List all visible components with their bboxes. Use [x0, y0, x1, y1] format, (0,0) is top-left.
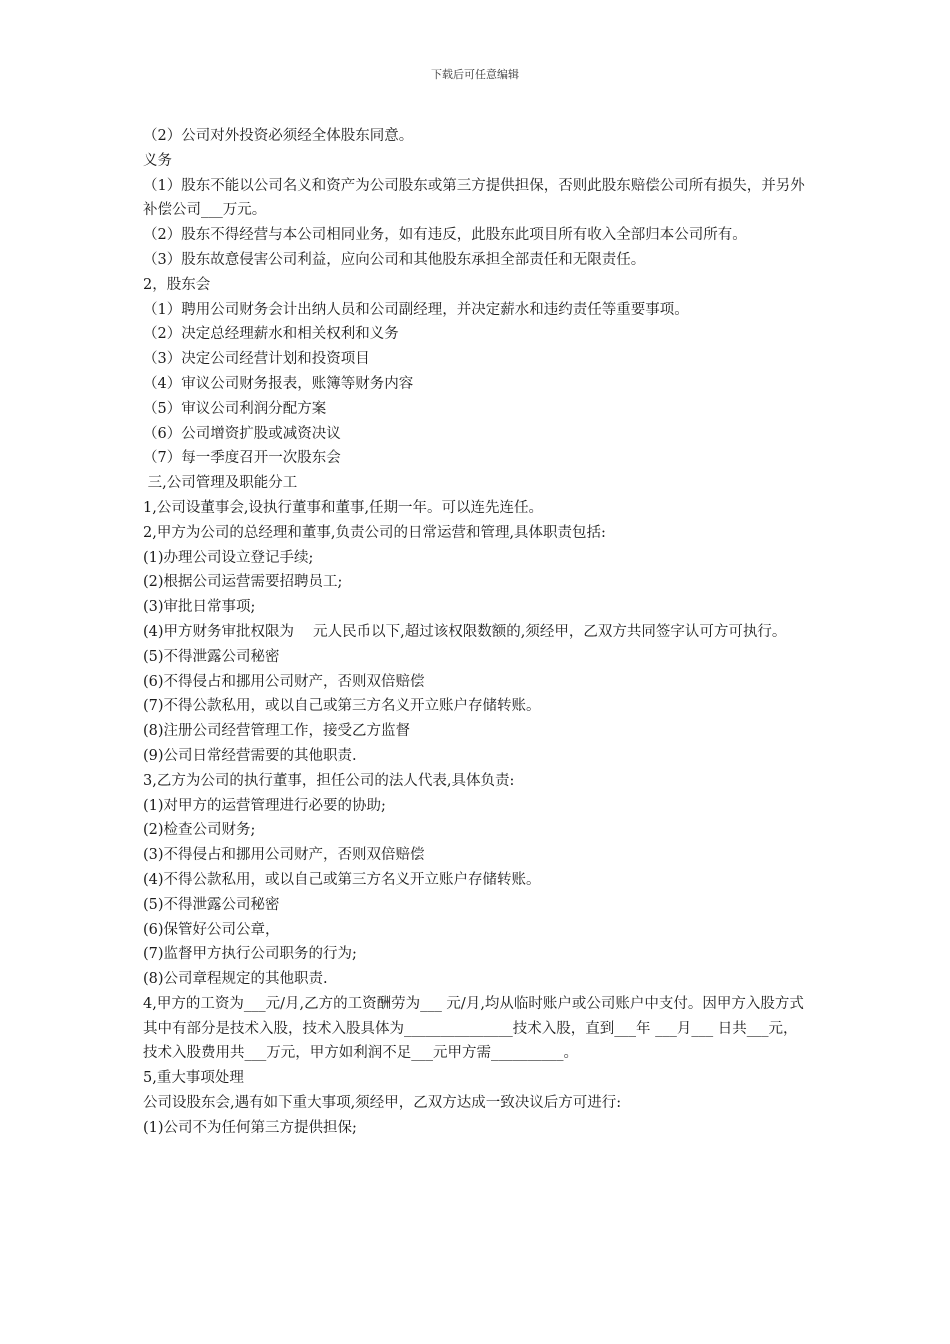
paragraph: 3,乙方为公司的执行董事，担任公司的法人代表,具体负责: [143, 772, 515, 789]
list-item: （4）审议公司财务报表，账簿等财务内容 [143, 375, 414, 392]
list-item: (8)公司章程规定的其他职责. [143, 971, 328, 988]
paragraph: （2）公司对外投资必须经全体股东同意。 [143, 128, 414, 144]
list-item: （6）公司增资扩股或减资决议 [143, 425, 341, 442]
document-body [143, 124, 811, 1141]
list-item: （3）决定公司经营计划和投资项目 [143, 351, 370, 368]
list-item: (4)甲方财务审批权限为 元人民币以下,超过该权限数额的,须经甲，乙双方共同签字认可方可执行。 [143, 623, 787, 640]
section-heading: 三,公司管理及职能分工 [143, 475, 298, 492]
list-item: （1）聘用公司财务会计出纳人员和公司副经理，并决定薪水和违约责任等重要事项。 [143, 301, 689, 318]
list-item: (5)不得泄露公司秘密 [143, 648, 280, 665]
list-item: (2)检查公司财务; [143, 822, 256, 839]
list-item: (7)监督甲方执行公司职务的行为; [143, 946, 357, 963]
paragraph: （3）股东故意侵害公司利益，应向公司和其他股东承担全部责任和无限责任。 [143, 251, 646, 268]
paragraph: （2）股东不得经营与本公司相同业务，如有违反，此股东此项目所有收入全部归本公司所有。 [143, 227, 747, 244]
section-heading: 5,重大事项处理 [143, 1070, 244, 1087]
paragraph: 4,甲方的工资为___元/月,乙方的工资酬劳为___ 元/月,均从临时账户或公司账户中支付。因甲方入股方式其中有部分是技术入股，技术入股具体为_______________技术入股，直到___年 ___月___ 日共___元，技术入股费用共___万元，甲方如利润不足___元甲方需__________。 [143, 995, 804, 1062]
list-item: (1)公司不为任何第三方提供担保; [143, 1119, 357, 1136]
list-item: (5)不得泄露公司秘密 [143, 896, 280, 913]
list-item: (8)注册公司经营管理工作，接受乙方监督 [143, 723, 411, 740]
list-item: （2）决定总经理薪水和相关权利和义务 [143, 326, 399, 343]
list-item: （7）每一季度召开一次股东会 [143, 450, 341, 467]
paragraph: 1,公司设董事会,设执行董事和董事,任期一年。可以连先连任。 [143, 499, 544, 516]
list-item: (3)不得侵占和挪用公司财产，否则双倍赔偿 [143, 847, 425, 864]
list-item: （5）审议公司利润分配方案 [143, 400, 327, 417]
list-item: (1)对甲方的运营管理进行必要的协助; [143, 797, 386, 814]
list-item: (6)保管好公司公章， [143, 921, 280, 938]
paragraph: 2,甲方为公司的总经理和董事,负责公司的日常运营和管理,具体职责包括: [143, 524, 606, 541]
paragraph: 公司设股东会,遇有如下重大事项,须经甲，乙双方达成一致决议后方可进行: [143, 1095, 622, 1112]
section-heading: 2，股东会 [143, 276, 211, 293]
list-item: (3)审批日常事项; [143, 599, 256, 616]
page-header: 下载后可任意编辑 [431, 68, 519, 81]
paragraph: （1）股东不能以公司名义和资产为公司股东或第三方提供担保，否则此股东赔偿公司所有损失，并另外补偿公司___万元。 [143, 177, 805, 219]
list-item: (7)不得公款私用，或以自己或第三方名义开立账户存储转账。 [143, 698, 541, 715]
list-item: (9)公司日常经营需要的其他职责. [143, 747, 357, 764]
list-item: (4)不得公款私用，或以自己或第三方名义开立账户存储转账。 [143, 871, 541, 888]
list-item: (6)不得侵占和挪用公司财产，否则双倍赔偿 [143, 673, 425, 690]
section-heading: 义务 [143, 152, 172, 169]
list-item: (2)根据公司运营需要招聘员工; [143, 574, 343, 591]
list-item: (1)办理公司设立登记手续; [143, 549, 314, 566]
